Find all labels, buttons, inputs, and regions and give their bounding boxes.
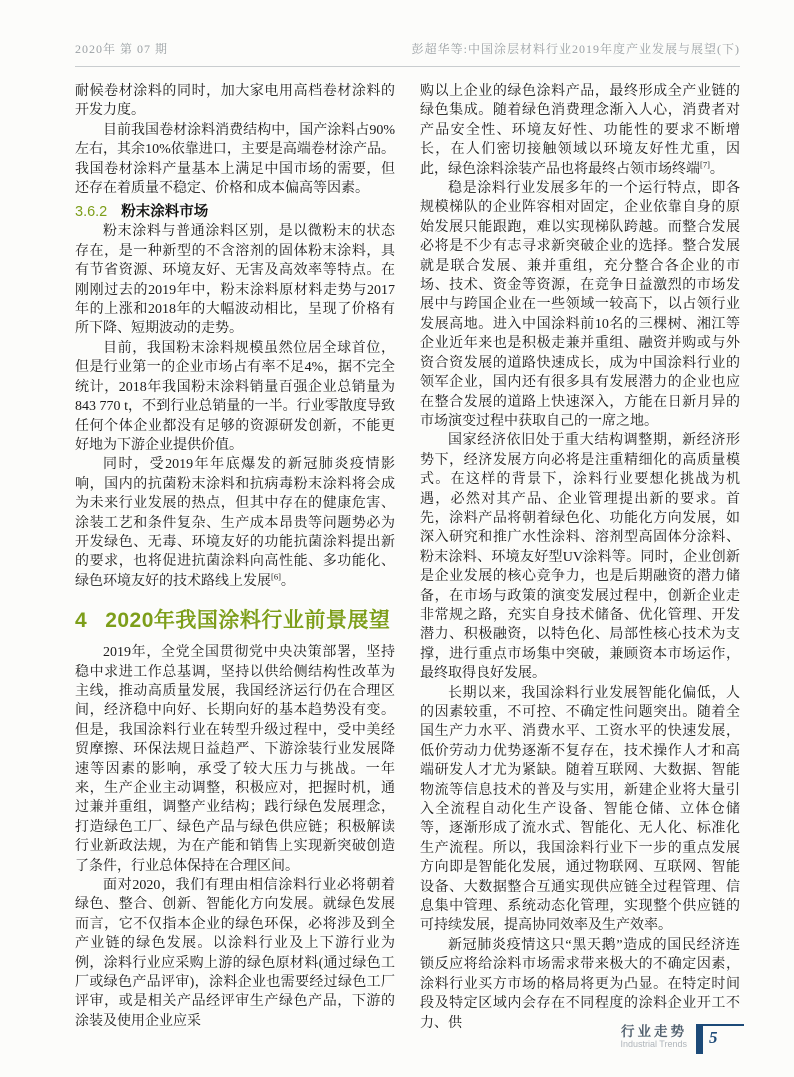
- footer-section-name-cn: 行业走势: [621, 1024, 687, 1039]
- running-title: 彭超华等:中国涂层材料行业2019年度产业发展与展望(下): [411, 42, 740, 56]
- paragraph: 粉末涂料与普通涂料区别，是以微粉末的状态存在，是一种新型的不含溶剂的固体粉末涂料，具有节省资源、环境友好、无害及高效率等特点。在刚刚过去的2019年中，粉末涂料原材料走势与2017年的上涨和2018年的大幅波动相比，呈现了价格有所下降、短期波动的走势。: [75, 224, 395, 337]
- paragraph-text: 同时，受2019年年底爆发的新冠肺炎疫情影响，国内的抗菌粉末涂料和抗病毒粉末涂料将会成为未来行业发展的热点，但其中存在的健康危害、涂装工艺和条件复杂、生产成本昂贵等问题势必为开发绿色、无毒、环境友好的功能抗菌涂料提出新的要求，也将促进抗菌涂料向高性能、多功能化、绿色环境友好的技术路线上发展: [75, 457, 395, 589]
- paragraph: 长期以来，我国涂料行业发展智能化偏低，人的因素较重，不可控、不确定性问题突出。随着全国生产力水平、消费水平、工资水平的快速发展，低价劳动力优势逐渐不复存在，技术操作人才和高端研发人才尤为紧缺。随着互联网、大数据、智能物流等信息技术的普及与实用，新建企业将大量引入全流程自动化生产设备、智能仓储、立体仓储等，逐渐形成了流水式、智能化、无人化、标准化生产流程。所以，我国涂料行业下一步的重点发展方向即是智能化发展，通过物联网、互联网、智能设备、大数据整合互通实现供应链全过程管理、信息集中管理、系统动态化管理，实现整个供应链的可持续发展，提高协同效率及生产效率。: [420, 685, 740, 934]
- paragraph: 2019年，全党全国贯彻党中央决策部署，坚持稳中求进工作总基调，坚持以供给侧结构性改革为主线，推动高质量发展，我国经济运行仍在合理区间，经济稳中向好、长期向好的基本趋势没有变。但是，我国涂料行业在转型升级过程中，受中美经贸摩擦、环保法规日益趋严、下游涂装行业发展降速等因素的影响，承受了较大压力与挑战。一年来，生产企业主动调整，积极应对，把握时机，通过兼并重组，调整产业结构；践行绿色发展理念，打造绿色工厂、绿色产品与绿色供应链；积极解读行业新政法规，为在产能和销售上实现新突破创造了条件，行业总体保持在合理区间。: [75, 645, 395, 874]
- paragraph: [420, 82, 740, 179]
- paragraph: 稳是涂料行业发展多年的一个运行特点，即各规模梯队的企业阵容相对固定，企业依靠自身的原始发展只能跟跑，难以实现梯队跨越。而整合发展必将是不少有志寻求新突破企业的选择。整合发展就是联合发展、兼并重组，充分整合各企业的市场、技术、资金等资源，在竞争日益激烈的市场发展中与跨国企业在一些领域一较高下，以占领行业发展高地。进入中国涂料前10名的三棵树、湘江等企业近年来也是积极走兼并重组、融资并购或与外资合资发展的道路快速成长，成为中国涂料行业的领军企业，国内还有很多具有发展潜力的企业也应在整合发展的道路上快速深入，方能在日新月异的市场演变过程中获取自己的一席之地。: [420, 181, 740, 429]
- page-number: 5: [709, 1028, 718, 1047]
- citation-ref: [6]: [271, 571, 281, 582]
- section-heading-3-6-2: [75, 200, 395, 221]
- paragraph: 耐候卷材涂料的同时，加大家电用高档卷材涂料的开发力度。: [75, 84, 395, 119]
- page-header: [75, 40, 740, 67]
- paragraph: 国家经济依旧处于重大结构调整期，新经济形势下，经济发展方向必将是注重精细化的高质量模式。在这样的背景下，涂料行业要想化挑战为机遇，必然对其产品、企业管理提出新的要求。首先，涂料产品将朝着绿色化、功能化方向发展，如深入研究和推广水性涂料、溶剂型高固体分涂料、粉末涂料、环境友好型UV涂料等。同时，企业创新是企业发展的核心竞争力，也是后期融资的潜力储备，在市场与政策的演变发展过程中，创新企业走非常规之路，充实自身技术储备、优化管理、开发潜力、积极融资，以特色化、局部性核心技术为支撑，进行重点市场集中突破，兼顾资本市场运作，最终取得良好发展。: [420, 433, 740, 682]
- page-number-marker: [696, 1024, 744, 1054]
- section-title: 2020年我国涂料行业前景展望: [105, 609, 391, 633]
- issue-info: 2020年 第 07 期: [75, 42, 169, 56]
- footer-section-name-en: Industrial Trends: [620, 1039, 687, 1049]
- section-heading-4: [75, 604, 395, 634]
- page-footer: [620, 1024, 744, 1054]
- section-number: 3.6.2: [75, 204, 108, 221]
- paragraph-text: 购以上企业的绿色涂料产品，最终形成全产业链的绿色集成。随着绿色消费理念渐入人心，消费者对产品安全性、环境友好性、功能性的要求不断增长，在人们密切接触领域以环境友好性尤重，因此，绿色涂料涂装产品也将最终占领市场终端: [420, 84, 740, 177]
- paragraph: 目前，我国粉末涂料规模虽然位居全球首位，但是行业第一的企业市场占有率不足4%，据不完全统计，2018年我国粉末涂料销量百强企业总销量为843 770 t，不到行业总销量的一半。行业零散度导致任何个体企业都没有足够的资源研发创新，不能更好地为下游企业提供价值。: [75, 340, 395, 453]
- footer-section-labels: [620, 1024, 687, 1050]
- paragraph-text: 。: [280, 573, 295, 589]
- paragraph: 面对2020，我们有理由相信涂料行业必将朝着绿色、整合、创新、智能化方向发展。就绿色发展而言，它不仅指本企业的绿色环保，必将涉及到全产业链的绿色发展。以涂料行业及上下游行业为例，涂料行业应采购上游的绿色原材料(通过绿色工厂或绿色产品评审)，涂料企业也需要经过绿色工厂评审，或是相关产品经评审生产绿色产品，下游的涂装及使用企业应采: [75, 878, 395, 1029]
- article-body: [75, 82, 740, 1033]
- section-title: 粉末涂料市场: [121, 204, 209, 221]
- paragraph: 目前我国卷材涂料消费结构中，国产涂料占90%左右，其余10%依靠进口，主要是高端卷材涂产品。我国卷材涂料产量基本上满足中国市场的需要，但还存在着质量不稳定、价格和成本偏高等因素。: [75, 122, 395, 197]
- paragraph: 新冠肺炎疫情这只“黑天鹅”造成的国民经济连锁反应将给涂料市场需求带来极大的不确定因素，涂料行业买方市场的格局将更为凸显。在特定时间段及特定区域内会存在不同程度的涂料企业开工不力、供: [420, 937, 740, 1031]
- right-column: [420, 82, 740, 1033]
- citation-ref: [7]: [700, 158, 710, 169]
- left-column: [75, 82, 395, 1033]
- section-number: 4: [75, 609, 88, 633]
- paragraph: [75, 455, 395, 591]
- paragraph-text: 。: [709, 161, 724, 177]
